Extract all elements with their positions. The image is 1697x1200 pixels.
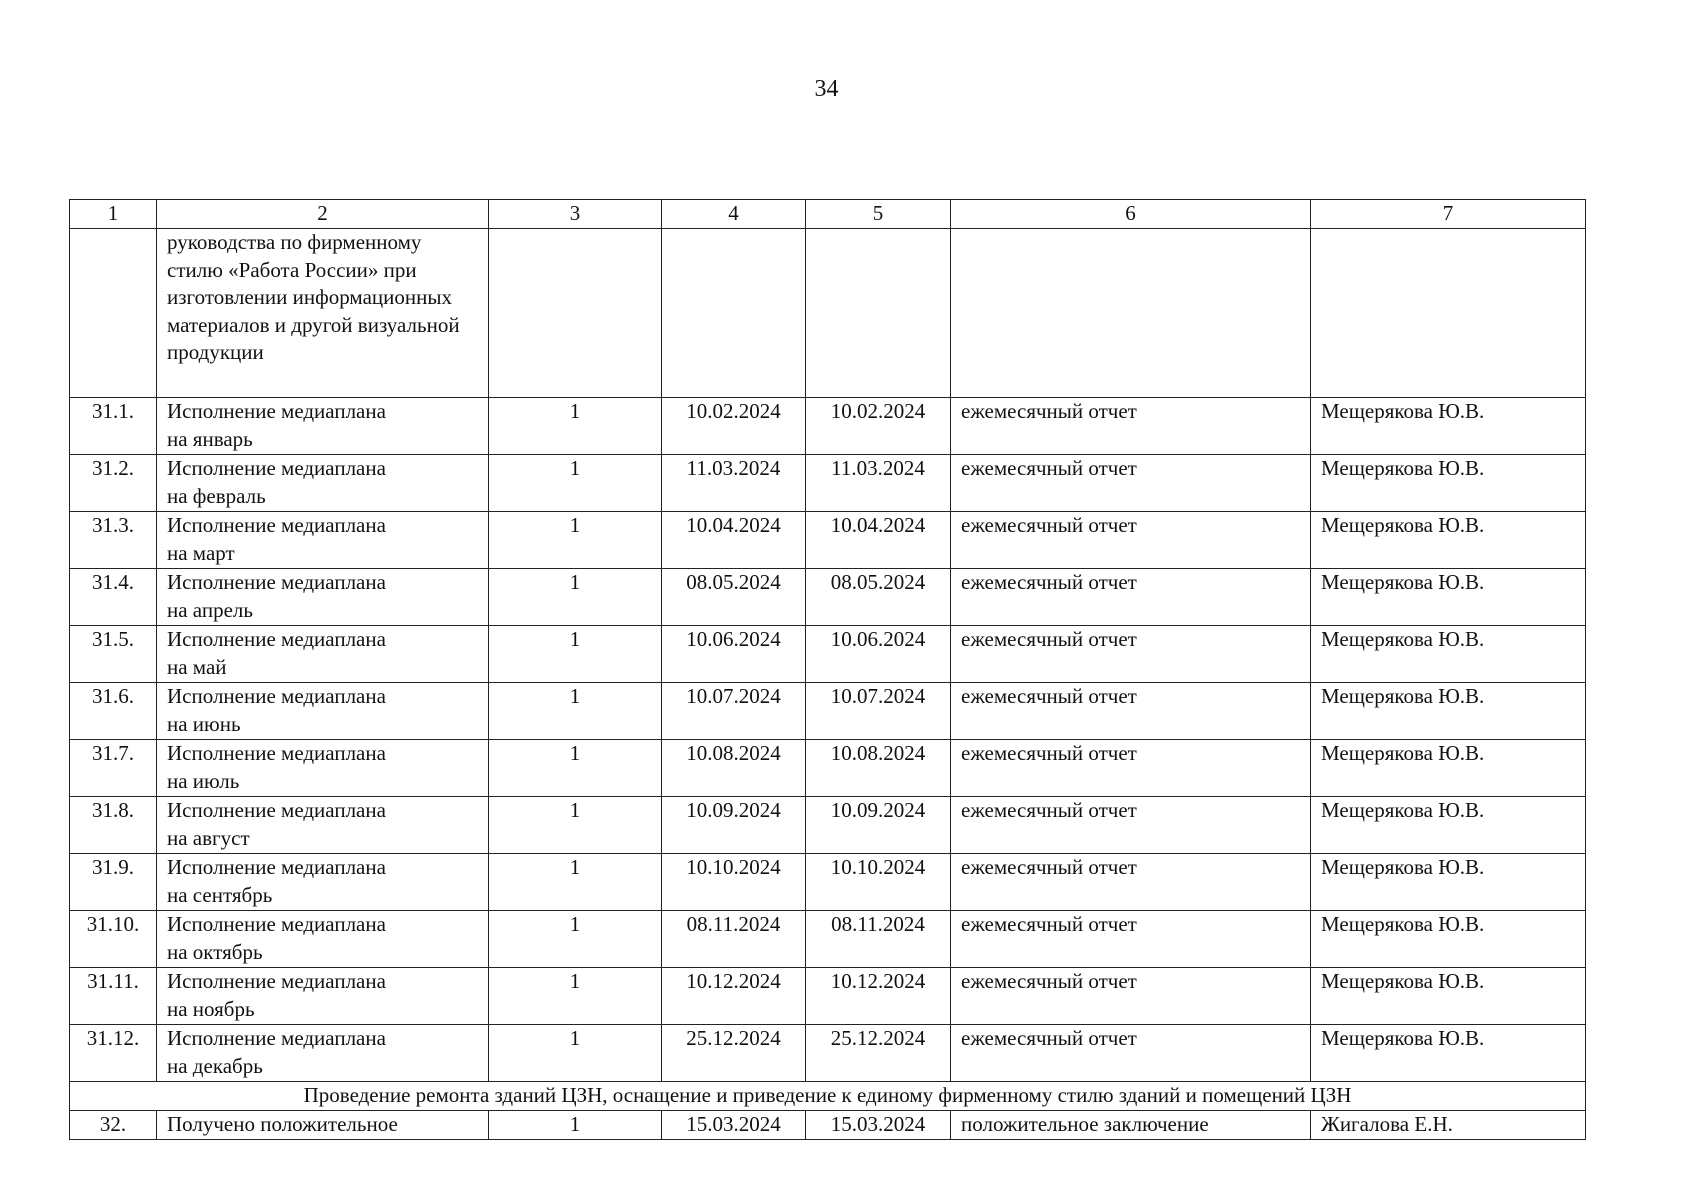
event-name-line: на апрель (167, 597, 253, 622)
quantity: 1 (489, 1111, 662, 1140)
quantity: 1 (489, 683, 662, 740)
event-name-line: на июль (167, 768, 240, 793)
table-row (70, 911, 1586, 968)
column-number-row (70, 200, 1586, 229)
start-date: 08.11.2024 (662, 911, 806, 968)
result: ежемесячный отчет (951, 569, 1311, 626)
responsible-person: Мещерякова Ю.В. (1311, 854, 1586, 911)
event-name-line: на февраль (167, 483, 266, 508)
responsible-person: Мещерякова Ю.В. (1311, 569, 1586, 626)
quantity: 1 (489, 797, 662, 854)
event-name: Получено положительное (157, 1111, 489, 1140)
end-date: 11.03.2024 (806, 455, 951, 512)
responsible-person: Мещерякова Ю.В. (1311, 455, 1586, 512)
event-name (157, 455, 489, 512)
quantity: 1 (489, 569, 662, 626)
responsible-person: Мещерякова Ю.В. (1311, 968, 1586, 1025)
row-number: 31.5. (70, 626, 157, 683)
event-name-line: на июнь (167, 711, 241, 736)
column-header: 6 (951, 200, 1311, 229)
end-date: 10.04.2024 (806, 512, 951, 569)
start-date: 10.08.2024 (662, 740, 806, 797)
event-name (157, 626, 489, 683)
start-date: 10.06.2024 (662, 626, 806, 683)
event-name-line: Исполнение медиаплана (167, 684, 386, 708)
result: ежемесячный отчет (951, 512, 1311, 569)
responsible-person: Мещерякова Ю.В. (1311, 512, 1586, 569)
event-name-line: Исполнение медиаплана (167, 627, 386, 651)
event-name (157, 797, 489, 854)
row-number: 31.9. (70, 854, 157, 911)
event-name (157, 1025, 489, 1082)
start-date: 25.12.2024 (662, 1025, 806, 1082)
table-row (70, 398, 1586, 455)
quantity: 1 (489, 968, 662, 1025)
quantity: 1 (489, 512, 662, 569)
end-date: 08.05.2024 (806, 569, 951, 626)
quantity: 1 (489, 398, 662, 455)
event-name-line: Исполнение медиаплана (167, 570, 386, 594)
end-date: 10.08.2024 (806, 740, 951, 797)
column-header: 2 (157, 200, 489, 229)
start-date: 10.02.2024 (662, 398, 806, 455)
end-date: 10.02.2024 (806, 398, 951, 455)
start-date: 10.12.2024 (662, 968, 806, 1025)
column-header: 3 (489, 200, 662, 229)
start-date: 10.09.2024 (662, 797, 806, 854)
table-row (70, 455, 1586, 512)
event-name (157, 512, 489, 569)
table-row (70, 1025, 1586, 1082)
quantity: 1 (489, 854, 662, 911)
column-header: 7 (1311, 200, 1586, 229)
end-date: 10.06.2024 (806, 626, 951, 683)
end-date: 10.09.2024 (806, 797, 951, 854)
responsible-person: Мещерякова Ю.В. (1311, 797, 1586, 854)
quantity: 1 (489, 911, 662, 968)
responsible-person: Жигалова Е.Н. (1311, 1111, 1586, 1140)
table-row (70, 740, 1586, 797)
row-number: 31.4. (70, 569, 157, 626)
table-row (70, 569, 1586, 626)
event-name-line: на октябрь (167, 939, 263, 964)
event-name (157, 683, 489, 740)
event-name-line: Исполнение медиаплана (167, 456, 386, 480)
result: ежемесячный отчет (951, 740, 1311, 797)
result: ежемесячный отчет (951, 854, 1311, 911)
event-name-line: на март (167, 540, 235, 565)
result: ежемесячный отчет (951, 1025, 1311, 1082)
responsible-person: Мещерякова Ю.В. (1311, 740, 1586, 797)
event-name (157, 854, 489, 911)
end-date: 10.07.2024 (806, 683, 951, 740)
row-number: 31.7. (70, 740, 157, 797)
event-name-line: на ноябрь (167, 996, 255, 1021)
event-name-line: Исполнение медиаплана (167, 513, 386, 537)
start-date: 10.10.2024 (662, 854, 806, 911)
end-date: 10.12.2024 (806, 968, 951, 1025)
responsible-person: Мещерякова Ю.В. (1311, 398, 1586, 455)
row-number: 32. (70, 1111, 157, 1140)
quantity: 1 (489, 626, 662, 683)
result: ежемесячный отчет (951, 398, 1311, 455)
section-heading-row (70, 1082, 1586, 1111)
result: положительное заключение (951, 1111, 1311, 1140)
responsible-person: Мещерякова Ю.В. (1311, 626, 1586, 683)
start-date: 11.03.2024 (662, 455, 806, 512)
quantity: 1 (489, 740, 662, 797)
result: ежемесячный отчет (951, 455, 1311, 512)
quantity: 1 (489, 1025, 662, 1082)
event-name (157, 569, 489, 626)
event-name-line: Исполнение медиаплана (167, 399, 386, 423)
row-number: 31.3. (70, 512, 157, 569)
start-date: 08.05.2024 (662, 569, 806, 626)
table-row (70, 1111, 1586, 1140)
result: ежемесячный отчет (951, 968, 1311, 1025)
result: ежемесячный отчет (951, 797, 1311, 854)
row-number: 31.11. (70, 968, 157, 1025)
result: ежемесячный отчет (951, 626, 1311, 683)
quantity: 1 (489, 455, 662, 512)
row-number: 31.10. (70, 911, 157, 968)
event-name-line: на август (167, 825, 250, 850)
event-name (157, 740, 489, 797)
event-name-line: Исполнение медиаплана (167, 741, 386, 765)
event-name (157, 398, 489, 455)
row-number-cell (70, 229, 157, 398)
responsible-person: Мещерякова Ю.В. (1311, 911, 1586, 968)
start-date: 10.07.2024 (662, 683, 806, 740)
continuation-row (70, 229, 1586, 398)
plan-table (69, 199, 1586, 1140)
row-number: 31.8. (70, 797, 157, 854)
continuation-text: руководства по фирменному стилю «Работа России» при изготовлении информационных материалов и другой визуальной продукции (157, 229, 489, 398)
event-name-line: на декабрь (167, 1053, 263, 1078)
event-name-line: Исполнение медиаплана (167, 912, 386, 936)
page-number: 34 (814, 76, 839, 102)
result: ежемесячный отчет (951, 911, 1311, 968)
event-name-line: Исполнение медиаплана (167, 969, 386, 993)
table-row (70, 968, 1586, 1025)
row-number: 31.6. (70, 683, 157, 740)
end-date: 25.12.2024 (806, 1025, 951, 1082)
event-name-line: Исполнение медиаплана (167, 855, 386, 879)
event-name (157, 968, 489, 1025)
section-title: Проведение ремонта зданий ЦЗН, оснащение и приведение к единому фирменному стилю зданий и помещений ЦЗН (70, 1082, 1586, 1111)
table-row (70, 626, 1586, 683)
end-date: 10.10.2024 (806, 854, 951, 911)
table-row (70, 854, 1586, 911)
column-header: 4 (662, 200, 806, 229)
event-name-line: на май (167, 654, 227, 679)
responsible-person: Мещерякова Ю.В. (1311, 683, 1586, 740)
table-row (70, 512, 1586, 569)
column-header: 1 (70, 200, 157, 229)
table-row (70, 683, 1586, 740)
row-number: 31.2. (70, 455, 157, 512)
row-number: 31.12. (70, 1025, 157, 1082)
event-name-line: на январь (167, 426, 253, 451)
end-date: 08.11.2024 (806, 911, 951, 968)
event-name-line: Исполнение медиаплана (167, 798, 386, 822)
table-row (70, 797, 1586, 854)
result: ежемесячный отчет (951, 683, 1311, 740)
start-date: 10.04.2024 (662, 512, 806, 569)
column-header: 5 (806, 200, 951, 229)
end-date: 15.03.2024 (806, 1111, 951, 1140)
event-name-line: Исполнение медиаплана (167, 1026, 386, 1050)
responsible-person: Мещерякова Ю.В. (1311, 1025, 1586, 1082)
event-name-line: на сентябрь (167, 882, 273, 907)
event-name (157, 911, 489, 968)
start-date: 15.03.2024 (662, 1111, 806, 1140)
row-number: 31.1. (70, 398, 157, 455)
